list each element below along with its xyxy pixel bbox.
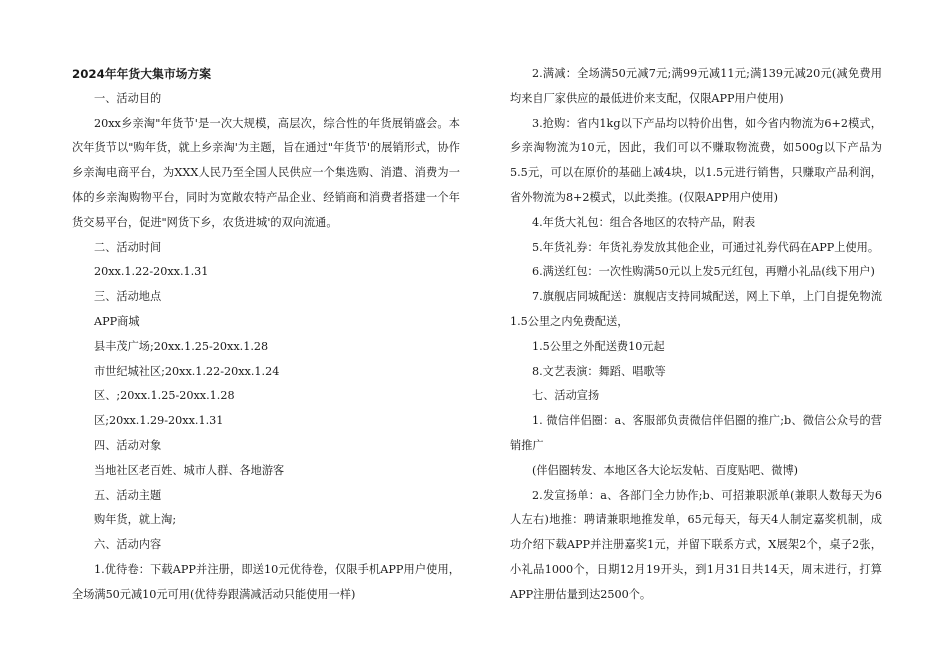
- location-line: 市世纪城社区;20xx.1.22-20xx.1.24: [94, 364, 280, 378]
- location-line: 县丰茂广场;20xx.1.25-20xx.1.28: [94, 339, 269, 353]
- section-heading-purpose: 一、活动目的: [94, 91, 162, 105]
- paragraph-purpose: 20xx乡亲淘"年货节'是一次大规模，高层次，综合性的年货展销盛会。本次年货节以"购年货，就上乡亲淘'为主题，旨在通过"年货节'的展销形式，协作乡亲淘电商平台，为XXX人民乃至全国人民供应一个集选购、消遣、消费为一体的乡亲淘购物平台，同时为宽敞农特产品企业、经销商和消费者搭建一个年货交易平台，促进"网货下乡，农货进城'的双向流通。: [72, 116, 460, 229]
- paragraph-audience: 当地社区老百姓、城市人群、各地游客: [94, 463, 285, 477]
- content-item: 2.满减：全场满50元减7元;满99元减11元;满139元减20元(减免费用均来自厂家供应的最低进价来支配，仅限APP用户使用): [510, 67, 882, 105]
- content-item: 3.抢购：省内1kg以下产品均以特价出售，如今省内物流为6+2模式，乡亲淘物流为10元，因此，我们可以不赚取物流费，如500g以下产品为5.5元，可以在原价的基础上减4块，以1.5元进行销售，只赚取产品利润，省外物流为8+2模式，以此类推。(仅限APP用户使用): [510, 116, 882, 204]
- content-item: 7.旗舰店同城配送：旗舰店支持同城配送，网上下单，上门自提免物流1.5公里之内免费配送，: [510, 290, 882, 328]
- content-item: 1.5公里之外配送费10元起: [532, 339, 665, 353]
- content-item: 6.满送红包：一次性购满50元以上发5元红包，再赠小礼品(线下用户): [532, 265, 875, 279]
- section-heading-time: 二、活动时间: [94, 240, 162, 254]
- content-item: 4.年货大礼包：组合各地区的农特产品，附表: [532, 215, 756, 229]
- content-item: 1.优待卷：下载APP并注册，即送10元优待卷，仅限手机APP用户使用，全场满50元减10元可用(优待券跟满减活动只能使用一样): [72, 562, 460, 601]
- content-item: 8.文艺表演：舞蹈、唱歌等: [532, 364, 666, 378]
- right-column: [510, 62, 882, 608]
- section-heading-location: 三、活动地点: [94, 290, 162, 304]
- paragraph-time: 20xx.1.22-20xx.1.31: [94, 265, 209, 279]
- location-line: 区、;20xx.1.25-20xx.1.28: [94, 389, 235, 403]
- location-line: APP商城: [94, 314, 140, 328]
- promotion-item: (伴侣圈转发、本地区各大论坛发帖、百度贴吧、微博): [532, 463, 799, 477]
- section-heading-theme: 五、活动主题: [94, 488, 162, 502]
- section-heading-audience: 四、活动对象: [94, 438, 162, 452]
- section-heading-promotion: 七、活动宣扬: [532, 389, 600, 403]
- promotion-item: 1. 微信伴侣圈：a、客服部负责微信伴侣圈的推广;b、微信公众号的营销推广: [510, 414, 882, 452]
- promotion-item: 2.发宣扬单：a、各部门全力协作;b、可招兼职派单(兼职人数每天为6人左右)地推：聘请兼职地推发单，65元每天，每天4人制定嘉奖机制，成功介绍下载APP并注册嘉奖1元，并留下联系方式，X展架2个，桌子2张，小礼品1000个，日期12月19开头，到1月31日共14天，周末进行，打算APP注册估量到达2500个。: [510, 488, 882, 601]
- document-title: 2024年年货大集市场方案: [72, 67, 212, 81]
- section-heading-content: 六、活动内容: [94, 538, 162, 552]
- content-item: 5.年货礼券：年货礼券发放其他企业，可通过礼券代码在APP上使用。: [532, 240, 880, 254]
- location-line: 区;20xx.1.29-20xx.1.31: [94, 414, 224, 428]
- left-column: [72, 62, 460, 608]
- paragraph-theme: 购年货，就上淘;: [94, 513, 177, 527]
